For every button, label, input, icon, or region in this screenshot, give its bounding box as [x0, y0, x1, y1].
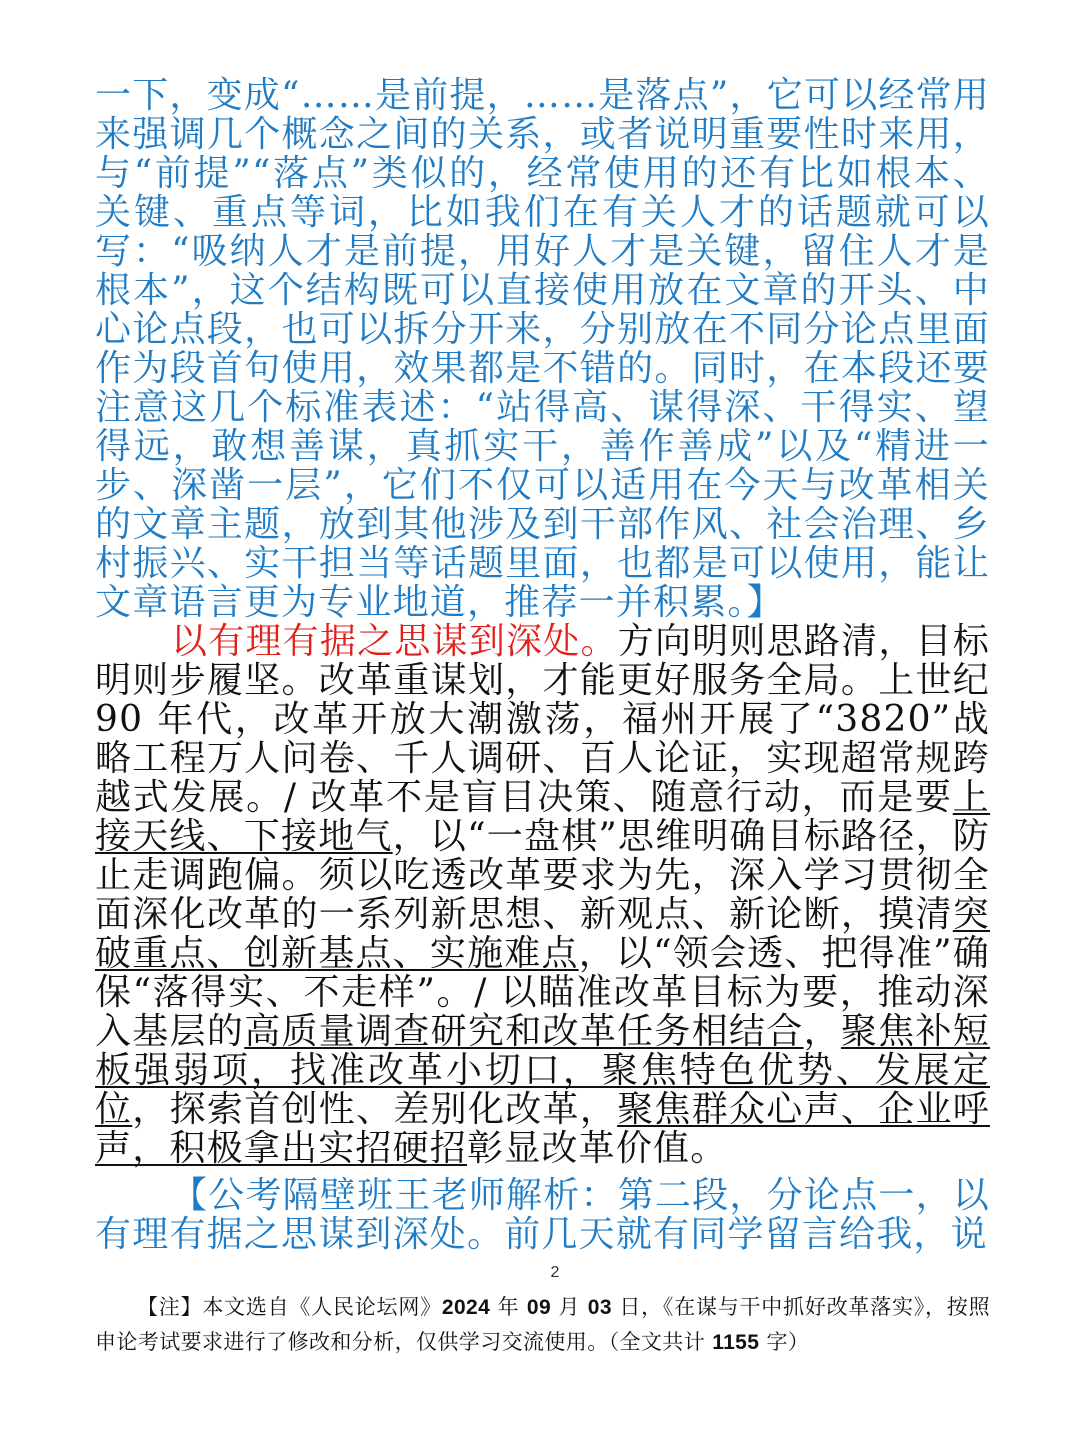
body-text: ，	[803, 1011, 841, 1052]
underlined-phrase: 突破重点、创新基点、实施难点	[95, 894, 990, 974]
footnote-day: 03	[587, 1296, 612, 1319]
footnote-text: 【注】本文选自《人民论坛网》	[137, 1295, 442, 1319]
footnote-text: 日，《在谋与干中抓好改革落实》，按照申论考试要求进行了修改和分析，仅供学习交流使用。（全文共计	[95, 1295, 990, 1354]
body-text: ，探索首创性、差别化改革，	[132, 1089, 618, 1130]
footnote-year: 2024	[441, 1296, 491, 1319]
analysis-paragraph-continued: 一下，变成“……是前提，……是落点”，它可以经常用来强调几个概念之间的关系，或者说明重要性时来用，与“前提”“落点”类似的，经常使用的还有比如根本、关键、重点等词，比如我们在有关人才的话题就可以写：“吸纳人才是前提，用好人才是关键，留住人才是根本”，这个结构既可以直接使用放在文章的开头、中心论点段，也可以拆分开来，分别放在不同分论点里面作为段首句使用，效果都是不错的。同时，在本段还要注意这几个标准表述：“站得高、谋得深、干得实、望得远，敢想善谋，真抓实干，善作善成”以及“精进一步、深凿一层”，它们不仅可以适用在今天与改革相关的文章主题，放到其他涉及到干部作风、社会治理、乡村振兴、实干担当等话题里面，也都是可以使用，能让文章语言更为专业地道，推荐一并积累。】	[95, 75, 990, 623]
page-number: 2	[550, 1264, 560, 1281]
footnote-text: 月	[558, 1295, 581, 1319]
underlined-phrase: 聚焦群众心声、企业呼声，积极拿出实招硬招	[95, 1089, 990, 1169]
body-text: 方向明则思路清，目标明则步履坚。改革重谋划，才能更好服务全局。上世纪 90 年代，改革开放大潮激荡，福州开展了“3820”战略工程万人问卷、千人调研、百人论证，实现超常规跨越式发展。/ 改革不是盲目决策、随意行动，而是要	[95, 621, 990, 818]
underlined-phrase: 聚焦补短板强弱项，找准改革小切口，聚焦特色优势、发展定位	[95, 1011, 990, 1130]
body-text: 彰显改革价值。	[467, 1128, 728, 1169]
footnote-month: 09	[526, 1296, 552, 1319]
source-footnote	[95, 1290, 990, 1360]
footnote-text: 字）	[766, 1330, 810, 1354]
subpoint-heading: 以有理有据之思谋到深处。	[171, 621, 618, 662]
footnote-word-count: 1155	[712, 1331, 760, 1354]
body-text: ，以“一盘棋”思维明确目标路径，防止走调跑偏。须以吃透改革要求为先，深入学习贯彻全面深化改革的一系列新思想、新观点、新论断，摸清	[95, 816, 990, 935]
underlined-phrase: 高质量调查研究和改革任务相结合	[244, 1011, 804, 1052]
analysis-paragraph-start: 【公考隔壁班王老师解析：第二段，分论点一，以有理有据之思谋到深处。前几天就有同学留言给我，说	[95, 1175, 990, 1255]
body-text: ，以“领会透、把得准”确保“落得实、不走样”。/ 以瞄准改革目标为要，推动深入基层的	[95, 933, 990, 1052]
footnote-text: 年	[497, 1295, 520, 1319]
underlined-phrase: 上接天线、下接地气	[95, 777, 990, 857]
essay-body-paragraph	[95, 622, 990, 1182]
